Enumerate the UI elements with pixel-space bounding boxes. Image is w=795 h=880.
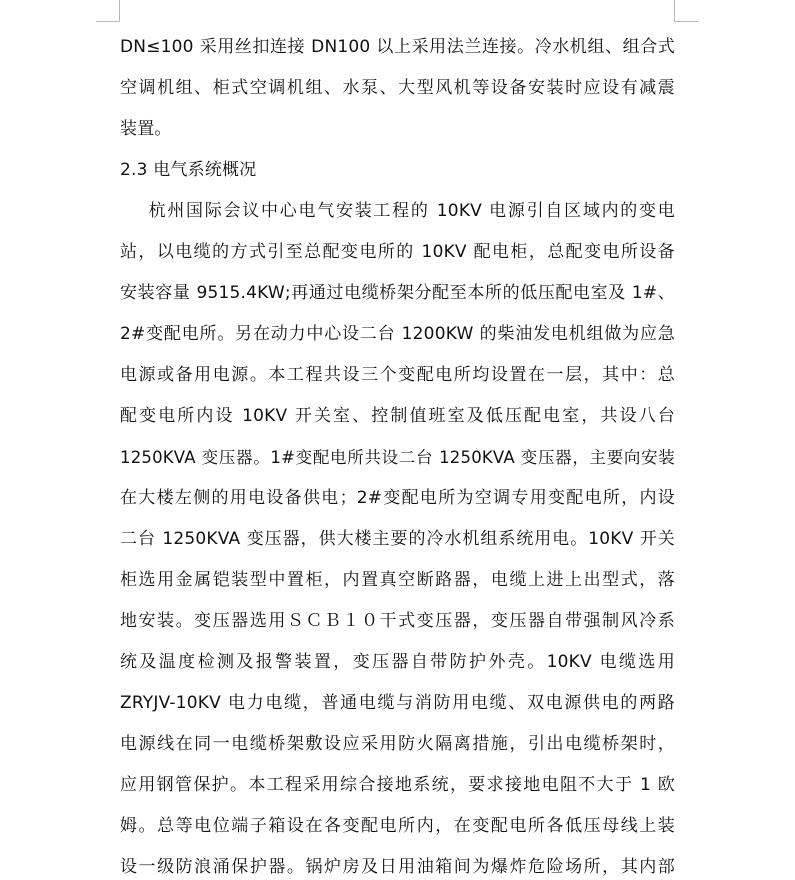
text-line: 在大楼左侧的用电设备供电；2#变配电所为空调专用变配电所，内设	[120, 488, 675, 508]
text-line: 杭州国际会议中心电气安装工程的 10KV 电源引自区域内的变电	[120, 201, 675, 221]
text-line: 电源或备用电源。本工程共设三个变配电所均设置在一层，其中：总	[120, 365, 675, 385]
text-line: 电源线在同一电缆桥架敷设应采用防火隔离措施，引出电缆桥架时，	[120, 734, 675, 754]
text-line: 二台 1250KVA 变压器，供大楼主要的冷水机组系统用电。10KV 开关	[120, 529, 675, 549]
text-line: 1250KVA 变压器。1#变配电所共设二台 1250KVA 变压器，主要向安装	[120, 448, 675, 467]
text-line: 统及温度检测及报警装置，变压器自带防护外壳。10KV 电缆选用	[120, 652, 675, 672]
text-line: 安装容量 9515.4KW;再通过电缆桥架分配至本所的低压配电室及 1#、	[120, 283, 675, 303]
text-line: 2#变配电所。另在动力中心设二台 1200KW 的柴油发电机组做为应急	[120, 324, 675, 344]
text-line: 姆。总等电位端子箱设在各变配电所内，在变配电所各低压母线上装	[120, 816, 675, 836]
document-body	[120, 27, 675, 880]
text-line: 空调机组、柜式空调机组、水泵、大型风机等设备安装时应设有减震	[120, 78, 675, 98]
text-line: 应用钢管保护。本工程采用综合接地系统，要求接地电阻不大于 1 欧	[120, 775, 675, 795]
text-line: ZRYJV-10KV 电力电缆，普通电缆与消防用电缆、双电源供电的两路	[120, 693, 675, 713]
text-line: 地安装。变压器选用ＳＣＢ１０干式变压器，变压器自带强制风冷系	[120, 611, 675, 631]
crop-mark-top-right-vertical	[674, 0, 675, 21]
text-line: 配变电所内设 10KV 开关室、控制值班室及低压配电室，共设八台	[120, 406, 675, 426]
crop-mark-top-right-horizontal	[674, 21, 698, 22]
text-line: 设一级防浪涌保护器。锅炉房及日用油箱间为爆炸危险场所，其内部	[120, 857, 675, 877]
crop-mark-top-left-horizontal	[96, 21, 120, 22]
text-line: DN≤100 采用丝扣连接 DN100 以上采用法兰连接。冷水机组、组合式	[120, 37, 675, 57]
crop-mark-top-left-vertical	[119, 0, 120, 21]
text-line: 站，以电缆的方式引至总配变电所的 10KV 配电柜，总配变电所设备	[120, 242, 675, 262]
text-line: 装置。	[120, 119, 172, 139]
section-heading: 2.3 电气系统概况	[120, 160, 257, 180]
text-line: 柜选用金属铠装型中置柜，内置真空断路器，电缆上进上出型式，落	[120, 570, 675, 590]
